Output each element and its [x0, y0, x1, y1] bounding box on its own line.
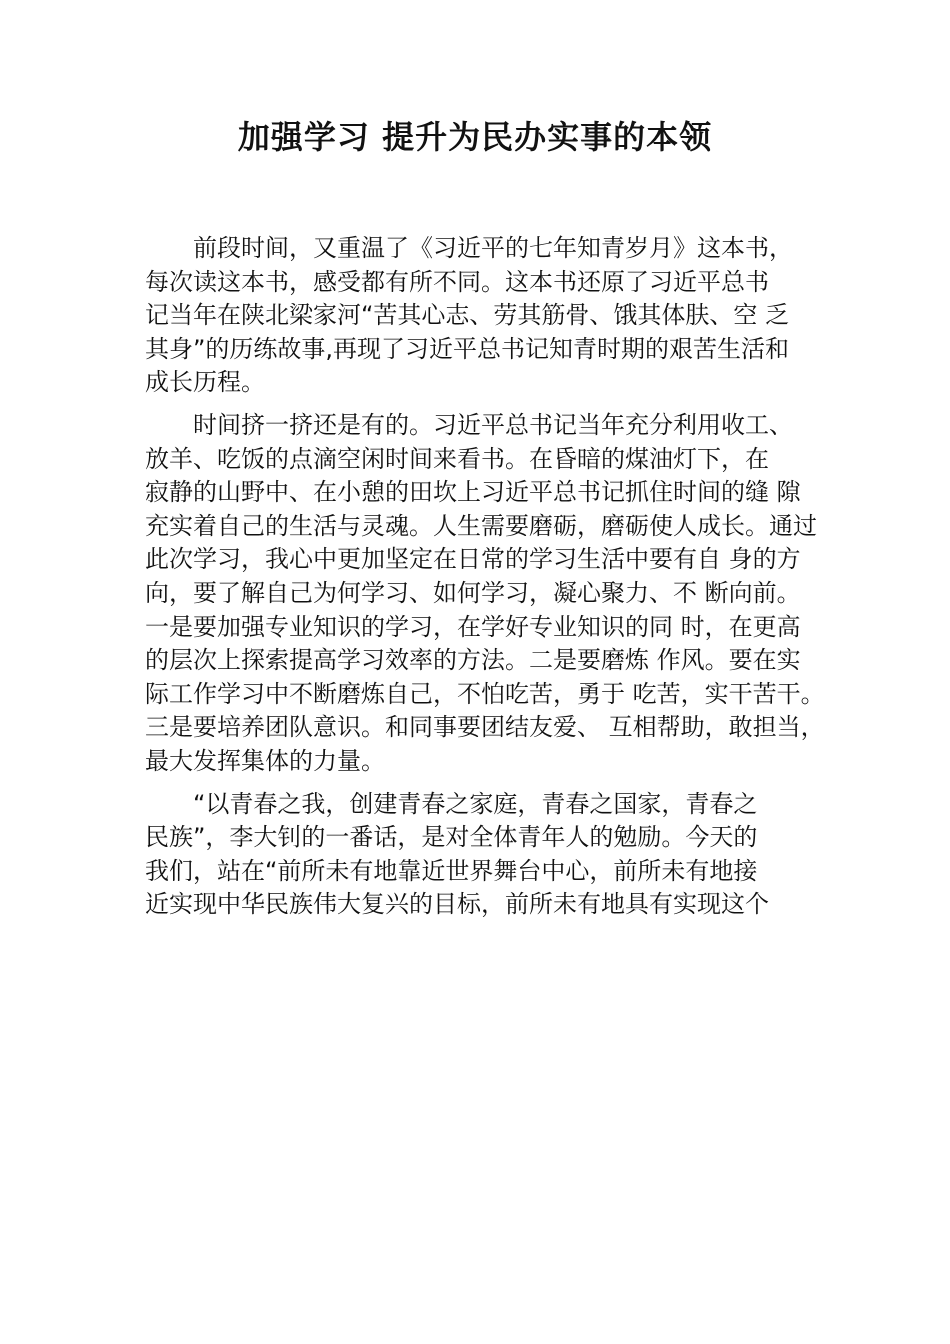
text-line: 其身”的历练故事,再现了习近平总书记知青时期的艰苦生活和	[145, 334, 790, 363]
paragraph-1	[145, 232, 825, 400]
text-line: 记当年在陕北梁家河“苦其心志、劳其筋骨、饿其体肤、空 乏	[145, 301, 790, 330]
text-line: 时间挤一挤还是有的。习近平总书记当年充分利用收工、	[193, 410, 793, 439]
text-line: 此次学习，我心中更加坚定在日常的学习生活中要有自 身的方	[145, 545, 801, 574]
text-line: 每次读这本书，感受都有所不同。这本书还原了习近平总书	[145, 267, 769, 296]
text-line: 放羊、吃饭的点滴空闲时间来看书。在昏暗的煤油灯下，在	[145, 444, 769, 473]
text-line: 前段时间，又重温了《习近平的七年知青岁月》这本书，	[193, 234, 793, 262]
text-line: 我们，站在“前所未有地靠近世界舞台中心，前所未有地接	[145, 856, 758, 885]
text-line: 寂静的山野中、在小憩的田坎上习近平总书记抓住时间的缝 隙	[145, 478, 801, 507]
text-line: 际工作学习中不断磨炼自己，不怕吃苦，勇于 吃苦，实干苦干。	[145, 679, 825, 708]
document-body	[145, 232, 825, 931]
text-line: 最大发挥集体的力量。	[145, 746, 385, 775]
text-line: 向，要了解自己为何学习、如何学习，凝心聚力、不 断向前。	[145, 578, 801, 607]
paragraph-3	[145, 788, 825, 922]
text-line: 民族”，李大钊的一番话，是对全体青年人的勉励。今天的	[145, 823, 758, 852]
text-line: 的层次上探索提高学习效率的方法。二是要磨炼 作风。要在实	[145, 646, 801, 675]
paragraph-2	[145, 409, 825, 779]
text-line: 近实现中华民族伟大复兴的目标，前所未有地具有实现这个	[145, 890, 769, 919]
text-line: 三是要培养团队意识。和同事要团结友爱、 互相帮助，敢担当，	[145, 713, 825, 742]
text-line: 充实着自己的生活与灵魂。人生需要磨砺，磨砺使人成长。通过	[145, 511, 817, 540]
text-line: “以青春之我，创建青春之家庭，青春之国家，青春之	[193, 789, 758, 818]
document-title: 加强学习 提升为民办实事的本领	[237, 118, 713, 156]
text-line: 一是要加强专业知识的学习，在学好专业知识的同 时，在更高	[145, 612, 801, 641]
text-line: 成长历程。	[145, 368, 265, 397]
